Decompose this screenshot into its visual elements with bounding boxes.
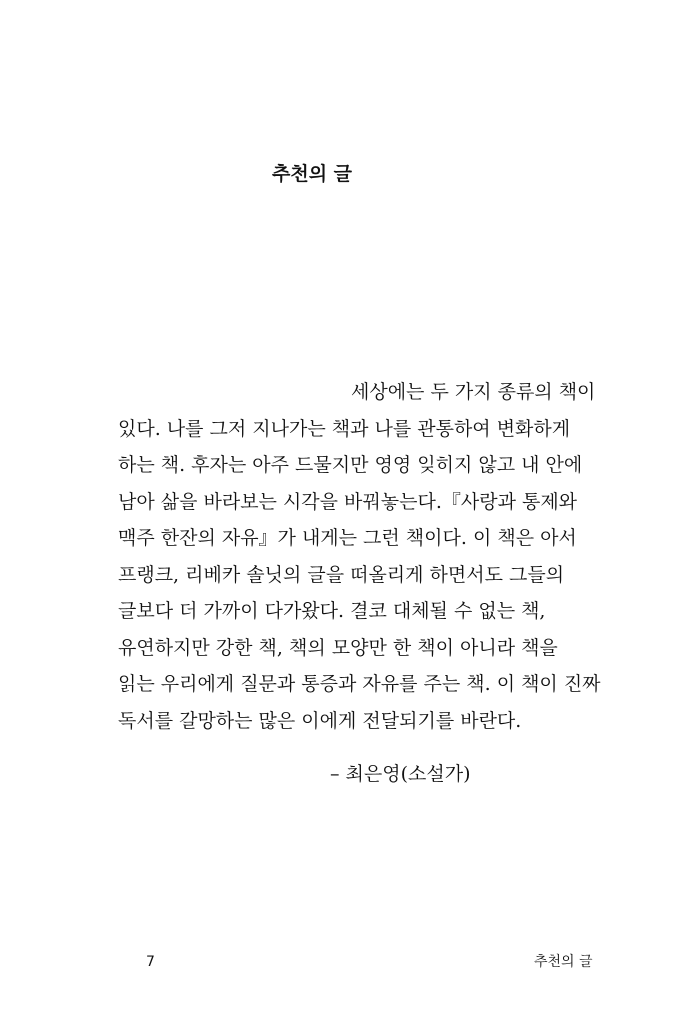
body-line: 읽는 우리에게 질문과 통증과 자유를 주는 책. 이 책이 진짜 (118, 673, 601, 695)
body-line: 남아 삶을 바라보는 시각을 바꿔놓는다.『사랑과 통제와 (118, 490, 578, 513)
body-line: 글보다 더 가까이 다가왔다. 결코 대체될 수 없는 책, (118, 600, 546, 622)
body-line: 세상에는 두 가지 종류의 책이 (351, 381, 596, 403)
body-line: 독서를 갈망하는 많은 이에게 전달되기를 바란다. (118, 709, 522, 732)
author-signature: – 최은영(소설가) (330, 763, 471, 785)
body-line: 있다. 나를 그저 지나가는 책과 나를 관통하여 변화하게 (118, 417, 571, 440)
page-number: 7 (146, 954, 155, 970)
body-line: 프랭크, 리베카 솔닛의 글을 떠올리게 하면서도 그들의 (118, 563, 565, 586)
running-title: 추천의 글 (534, 954, 593, 970)
recommendation-text (118, 374, 618, 739)
page-title: 추천의 글 (272, 163, 353, 185)
body-line: 유연하지만 강한 책, 책의 모양만 한 책이 아니라 책을 (118, 636, 558, 659)
body-line: 하는 책. 후자는 아주 드물지만 영영 잊히지 않고 내 안에 (118, 454, 583, 476)
body-line: 맥주 한잔의 자유』가 내게는 그런 책이다. 이 책은 아서 (118, 527, 577, 549)
